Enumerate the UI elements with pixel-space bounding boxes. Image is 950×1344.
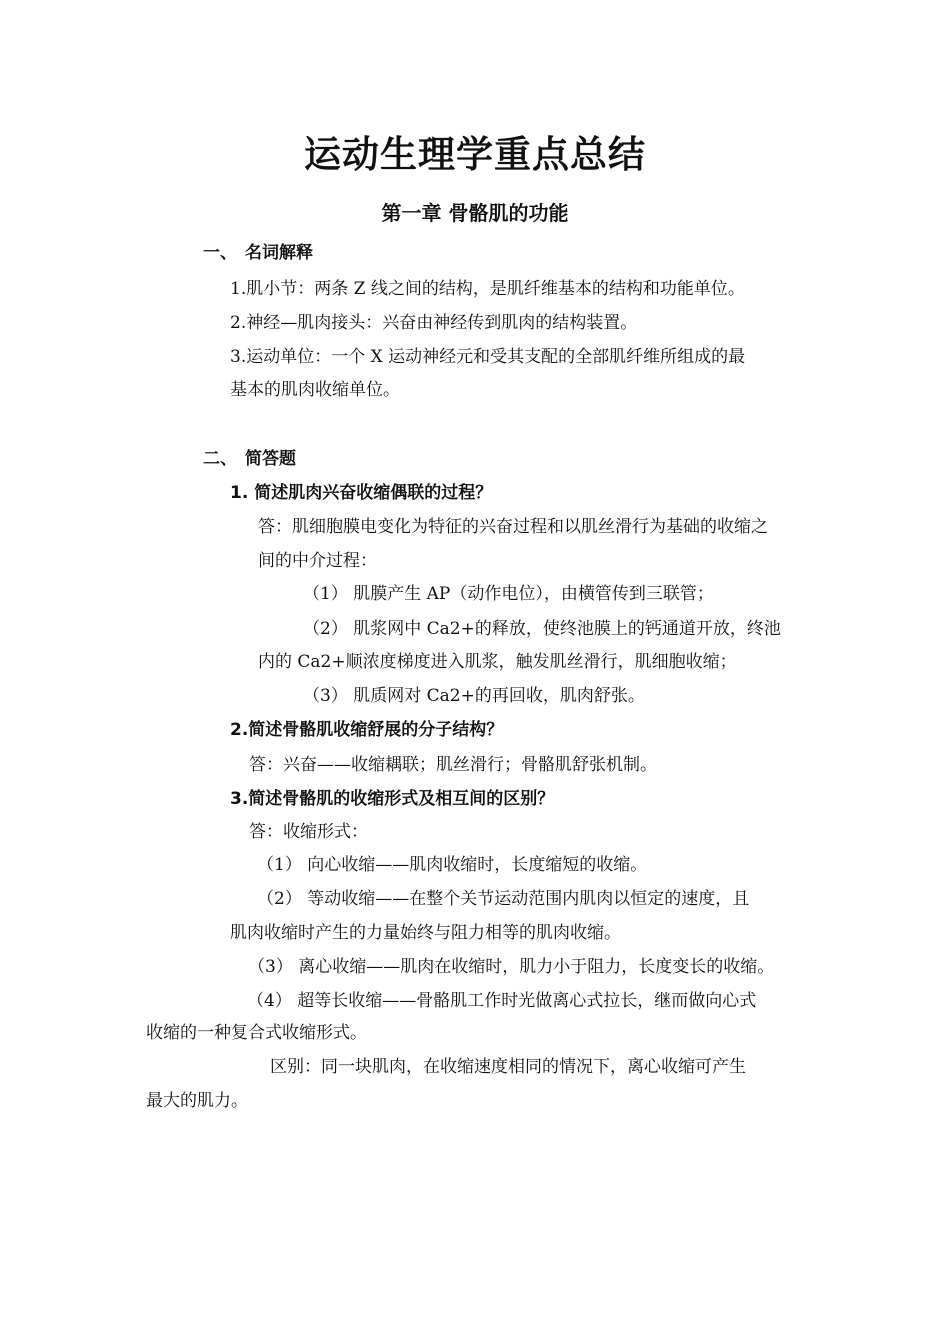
answer-line: （3） 离心收缩——肌肉在收缩时，肌力小于阻力，长度变长的收缩。 — [248, 957, 775, 977]
answer-line: 最大的肌力。 — [146, 1091, 248, 1111]
section1-heading: 名词解释 — [245, 243, 313, 263]
answer-line: 收缩的一种复合式收缩形式。 — [146, 1023, 367, 1043]
chapter-title: 第一章 骨骼肌的功能 — [381, 201, 569, 225]
answer-line: （1） 向心收缩——肌肉收缩时，长度缩短的收缩。 — [257, 855, 648, 875]
term-motor-unit: 3.运动单位：一个 X 运动神经元和受其支配的全部肌纤维所组成的最 — [230, 347, 746, 367]
answer-line: 区别：同一块肌肉，在收缩速度相同的情况下，离心收缩可产生 — [270, 1057, 746, 1077]
answer-line: （1） 肌膜产生 AP（动作电位），由横管传到三联管； — [303, 584, 714, 604]
term-neuromuscular-junction: 2.神经—肌肉接头：兴奋由神经传到肌肉的结构装置。 — [230, 313, 638, 333]
question-1: 1. 简述肌肉兴奋收缩偶联的过程？ — [230, 483, 493, 503]
answer-line: （4） 超等长收缩——骨骼肌工作时光做离心式拉长，继而做向心式 — [247, 991, 757, 1011]
question-3: 3.简述骨骼肌的收缩形式及相互间的区别？ — [230, 789, 555, 809]
answer-line: 答：收缩形式： — [249, 822, 368, 842]
document-title: 运动生理学重点总结 — [304, 133, 646, 176]
answer-line: （3） 肌质网对 Ca2+的再回收，肌肉舒张。 — [303, 686, 645, 706]
term-motor-unit-cont: 基本的肌肉收缩单位。 — [230, 380, 400, 400]
section2-heading: 简答题 — [245, 449, 296, 469]
answer-line: （2） 肌浆网中 Ca2+的释放，使终池膜上的钙通道开放，终池 — [303, 619, 781, 639]
section2-heading-number: 二、 — [203, 449, 237, 469]
answer-line: 间的中介过程： — [258, 551, 377, 571]
answer-line: 答：兴奋——收缩耦联；肌丝滑行；骨骼肌舒张机制。 — [249, 755, 657, 775]
answer-line: 内的 Ca2+顺浓度梯度进入肌浆，触发肌丝滑行，肌细胞收缩； — [258, 652, 737, 672]
section1-heading-number: 一、 — [203, 243, 237, 263]
term-sarcomere: 1.肌小节：两条 Z 线之间的结构，是肌纤维基本的结构和功能单位。 — [230, 279, 745, 299]
answer-line: 肌肉收缩时产生的力量始终与阻力相等的肌肉收缩。 — [230, 923, 621, 943]
question-2: 2.简述骨骼肌收缩舒展的分子结构？ — [230, 720, 504, 740]
answer-line: （2） 等动收缩——在整个关节运动范围内肌肉以恒定的速度，且 — [257, 889, 750, 909]
answer-line: 答：肌细胞膜电变化为特征的兴奋过程和以肌丝滑行为基础的收缩之 — [258, 517, 768, 537]
